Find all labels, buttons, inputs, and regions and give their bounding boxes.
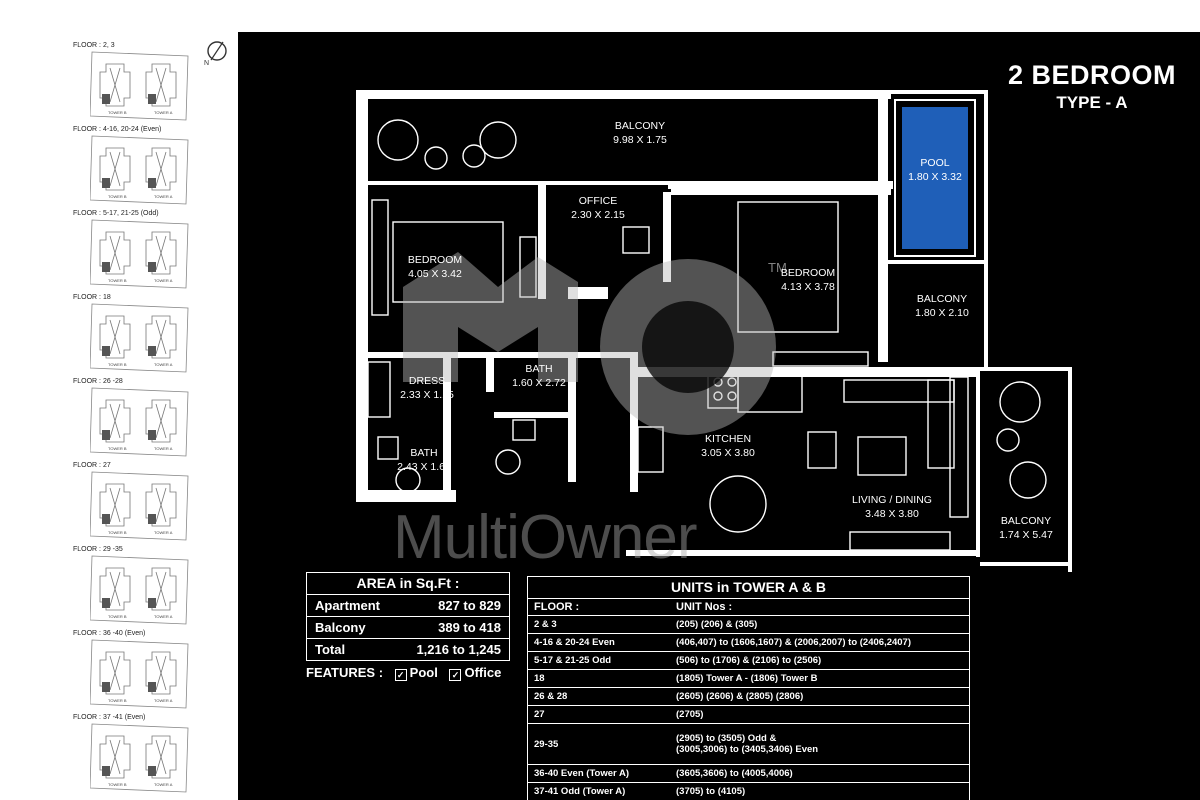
tower-label: TOWER B <box>108 362 127 367</box>
key-plan-icon <box>90 134 190 206</box>
floor-cell: 36-40 Even (Tower A) <box>534 768 630 779</box>
units-table-header: UNITS in TOWER A & B <box>528 577 969 599</box>
floor-thumbnail-label: FLOOR : 36 -40 (Even) <box>73 630 146 637</box>
units-cell-line: (3005,3006) to (3405,3406) Even <box>676 744 819 755</box>
floor-thumbnail <box>0 462 238 546</box>
floor-cell: 5-17 & 21-25 Odd <box>534 655 612 666</box>
check-icon: ✓ <box>395 669 407 681</box>
tower-label: TOWER A <box>154 614 173 619</box>
living-name: LIVING / DINING <box>852 494 932 506</box>
type-subheading: TYPE - A <box>1056 93 1128 112</box>
area-table-header: AREA in Sq.Ft : <box>307 573 509 595</box>
bath2-name: BATH <box>410 447 438 459</box>
area-label: Balcony <box>315 620 366 635</box>
floor-thumbnail <box>0 546 238 630</box>
table-row <box>528 634 969 652</box>
tower-label: TOWER B <box>108 194 127 199</box>
tower-label: TOWER B <box>108 698 127 703</box>
north-compass-icon <box>202 38 232 68</box>
floor-thumbnail-label: FLOOR : 2, 3 <box>73 42 115 49</box>
area-value: 827 to 829 <box>438 598 501 613</box>
key-plan-icon <box>90 218 190 290</box>
floor-thumbnail-label: FLOOR : 29 -35 <box>73 546 123 553</box>
bedroom-count-heading: 2 BEDROOM <box>1007 60 1176 90</box>
area-label: Apartment <box>315 598 381 613</box>
units-cell-line: (2905) to (3505) Odd & <box>676 733 777 744</box>
floor-thumbnail <box>0 294 238 378</box>
bedroom2-name: BEDROOM <box>780 267 836 279</box>
floor-plan-drawing <box>238 32 1200 572</box>
units-cell: (3705) to (4105) <box>676 786 746 797</box>
floor-thumbnail <box>0 378 238 462</box>
check-icon: ✓ <box>449 669 461 681</box>
tower-label: TOWER B <box>108 782 127 787</box>
trademark-mark: TM <box>768 260 787 275</box>
units-cell: (1805) Tower A - (1806) Tower B <box>676 673 818 684</box>
kitchen-name: KITCHEN <box>704 433 752 445</box>
area-label: Total <box>315 642 346 657</box>
office-size: 2.30 X 2.15 <box>571 209 625 221</box>
area-row-apartment <box>307 595 509 617</box>
balcony-right-name: BALCONY <box>916 293 968 305</box>
units-column-title: UNIT Nos : <box>676 601 733 613</box>
office-name: OFFICE <box>578 195 618 207</box>
units-table <box>527 576 970 800</box>
floor-cell: 26 & 28 <box>534 691 568 702</box>
feature-office: Office <box>464 665 502 680</box>
living-size: 3.48 X 3.80 <box>865 508 919 520</box>
table-row <box>528 616 969 634</box>
balcony-side-name: BALCONY <box>1000 515 1052 527</box>
tower-label: TOWER B <box>108 614 127 619</box>
floor-cell: 2 & 3 <box>534 619 557 630</box>
tower-label: TOWER B <box>108 446 127 451</box>
tower-label: TOWER B <box>108 110 127 115</box>
table-row <box>528 652 969 670</box>
table-row <box>528 765 969 783</box>
table-row <box>528 724 969 765</box>
floor-thumbnail-label: FLOOR : 4-16, 20-24 (Even) <box>73 126 162 133</box>
dress-name: DRESS <box>408 375 446 387</box>
floor-key-sidebar <box>0 0 238 800</box>
floor-thumbnail-label: FLOOR : 26 -28 <box>73 378 123 385</box>
tower-label: TOWER A <box>154 362 173 367</box>
floor-thumbnail-label: FLOOR : 37 -41 (Even) <box>73 714 146 721</box>
feature-pool: Pool <box>409 665 438 680</box>
bedroom2-size: 4.13 X 3.78 <box>781 281 835 293</box>
floor-thumbnail-label: FLOOR : 18 <box>73 294 111 301</box>
key-plan-icon <box>90 638 190 710</box>
units-cell: (406,407) to (1606,1607) & (2006,2007) to (2406,2407) <box>676 637 911 648</box>
dress-size: 2.33 X 1.15 <box>400 389 454 401</box>
floor-cell: 37-41 Odd (Tower A) <box>534 786 626 797</box>
key-plan-icon <box>90 554 190 626</box>
floor-plan-panel <box>238 32 1200 800</box>
units-cell: (2705) <box>676 709 704 720</box>
floor-thumbnail <box>0 714 238 798</box>
area-value: 389 to 418 <box>438 620 501 635</box>
floor-column-header: FLOOR : <box>534 601 580 613</box>
balcony-side-size: 1.74 X 5.47 <box>999 529 1053 541</box>
floor-thumbnail <box>0 210 238 294</box>
floor-thumbnail-label: FLOOR : 27 <box>73 462 111 469</box>
tower-label: TOWER A <box>154 698 173 703</box>
features-label: FEATURES : <box>306 665 384 680</box>
area-table <box>306 572 510 661</box>
units-cell: (205) (206) & (305) <box>676 619 758 630</box>
bath2-size: 2.43 X 1.66 <box>397 461 451 473</box>
kitchen-size: 3.05 X 3.80 <box>701 447 755 459</box>
pool-size: 1.80 X 3.32 <box>908 171 962 183</box>
units-cell: (506) to (1706) & (2106) to (2506) <box>676 655 822 666</box>
bedroom1-size: 4.05 X 3.42 <box>408 268 462 280</box>
units-cell: (3605,3606) to (4005,4006) <box>676 768 793 779</box>
tower-label: TOWER A <box>154 446 173 451</box>
key-plan-icon <box>90 386 190 458</box>
floor-thumbnail <box>0 630 238 714</box>
key-plan-icon <box>90 302 190 374</box>
key-plan-icon <box>90 50 190 122</box>
tower-label: TOWER B <box>108 530 127 535</box>
area-row-total <box>307 639 509 660</box>
tower-label: TOWER A <box>154 530 173 535</box>
floor-cell: 29-35 <box>534 738 559 750</box>
table-row <box>528 706 969 724</box>
tower-label: TOWER A <box>154 782 173 787</box>
key-plan-icon <box>90 470 190 542</box>
tower-label: TOWER A <box>154 278 173 283</box>
tower-label: TOWER A <box>154 110 173 115</box>
features-line <box>306 665 501 681</box>
bedroom1-name: BEDROOM <box>407 254 463 266</box>
svg-text:N: N <box>204 60 210 67</box>
table-row <box>528 783 969 800</box>
balcony-top-name: BALCONY <box>614 120 666 132</box>
floor-cell: 27 <box>534 709 545 720</box>
table-row <box>528 688 969 706</box>
units-cell: (2605) (2606) & (2805) (2806) <box>676 691 804 702</box>
bath1-name: BATH <box>525 363 553 375</box>
floor-thumbnail-label: FLOOR : 5-17, 21-25 (Odd) <box>73 210 159 217</box>
floor-cell: 4-16 & 20-24 Even <box>534 637 615 648</box>
tower-label: TOWER A <box>154 194 173 199</box>
key-plan-icon <box>90 722 190 794</box>
tower-label: TOWER B <box>108 278 127 283</box>
floor-cell: 18 <box>534 673 545 684</box>
bath1-size: 1.60 X 2.72 <box>512 377 566 389</box>
units-column-header <box>528 599 969 616</box>
balcony-right-size: 1.80 X 2.10 <box>915 307 969 319</box>
area-value: 1,216 to 1,245 <box>416 642 501 657</box>
watermark-text: MultiOwner <box>393 503 697 572</box>
floor-thumbnail <box>0 126 238 210</box>
balcony-top-size: 9.98 X 1.75 <box>613 134 667 146</box>
table-row <box>528 670 969 688</box>
pool-name: POOL <box>920 157 950 169</box>
area-row-balcony <box>307 617 509 639</box>
units-cell <box>676 733 969 755</box>
